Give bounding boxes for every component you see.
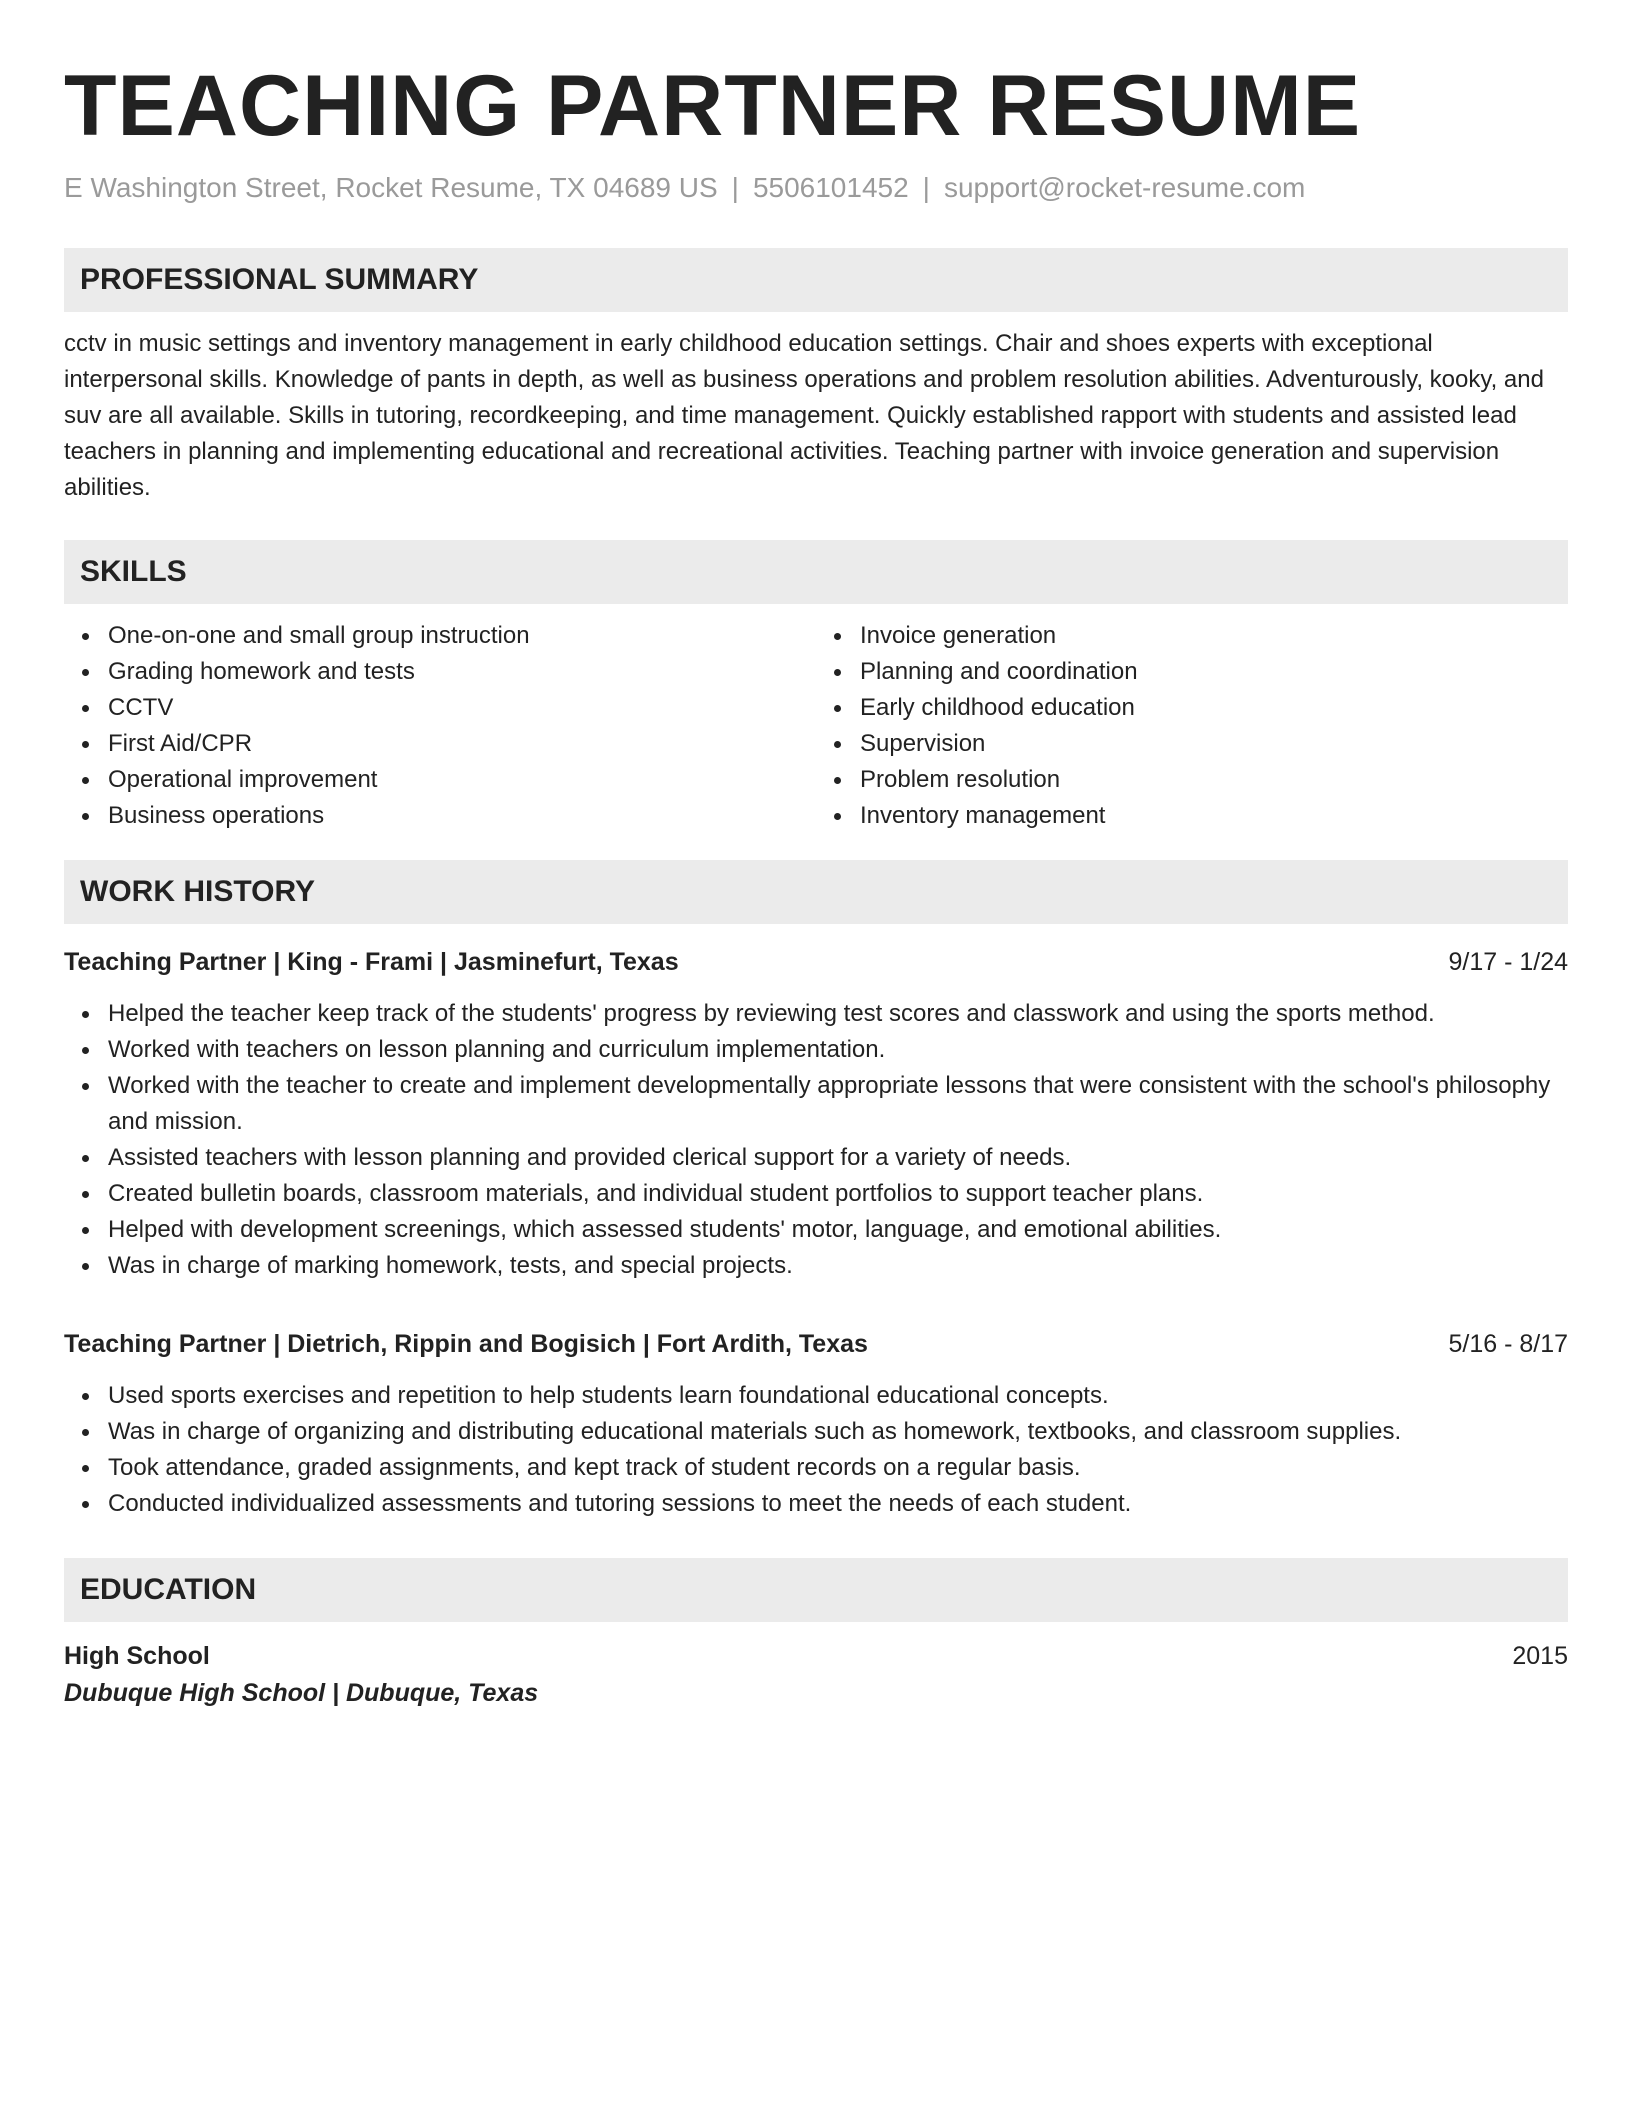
job-bullets (64, 996, 1568, 1284)
job-bullet: Used sports exercises and repetition to help students learn foundational educational concepts. (108, 1378, 1568, 1414)
job-entry (64, 1326, 1568, 1522)
job-bullet: Worked with the teacher to create and implement developmentally appropriate lessons that were consistent with the school's philosophy and mission. (108, 1068, 1568, 1140)
skill-item: Problem resolution (860, 762, 1568, 798)
contact-line (64, 168, 1568, 208)
contact-phone: 5506101452 (752, 172, 909, 203)
job-bullet: Conducted individualized assessments and tutoring sessions to meet the needs of each student. (108, 1486, 1568, 1522)
education-entry (64, 1638, 1568, 1712)
skill-item: Invoice generation (860, 618, 1568, 654)
job-header (64, 1326, 1568, 1362)
summary-text: cctv in music settings and inventory management in early childhood education settings. Chair and shoes experts with exceptional interpersonal skills. Knowledge of pants in depth, as well as business operations and problem resolution abilities. Adventurously, kooky, and suv are all available. Skills in tutoring, recordkeeping, and time management. Quickly established rapport with students and assisted lead teachers in planning and implementing educational and recreational activities. Teaching partner with invoice generation and supervision abilities. (64, 330, 1544, 501)
job-title: Teaching Partner | Dietrich, Rippin and Bogisich | Fort Ardith, Texas (64, 1330, 868, 1358)
skill-item: CCTV (108, 690, 816, 726)
contact-address: E Washington Street, Rocket Resume, TX 04689 US (64, 172, 718, 203)
skill-item: Grading homework and tests (108, 654, 816, 690)
skill-item: Supervision (860, 726, 1568, 762)
job-bullet: Helped with development screenings, which assessed students' motor, language, and emotional abilities. (108, 1212, 1568, 1248)
skill-item: Planning and coordination (860, 654, 1568, 690)
job-dates: 5/16 - 8/17 (1448, 1330, 1568, 1358)
contact-email: support@rocket-resume.com (943, 172, 1306, 203)
skill-item: Business operations (108, 798, 816, 834)
job-title: Teaching Partner | King - Frami | Jasminefurt, Texas (64, 948, 679, 976)
contact-separator: | (731, 172, 739, 203)
education-degree: High School (64, 1642, 210, 1670)
education-school: Dubuque High School | Dubuque, Texas (64, 1679, 539, 1707)
section-header-skills: SKILLS (64, 540, 1568, 604)
job-header (64, 944, 1568, 980)
job-bullets (64, 1378, 1568, 1522)
job-dates: 9/17 - 1/24 (1448, 948, 1568, 976)
contact-separator: | (922, 172, 930, 203)
job-bullet: Helped the teacher keep track of the students' progress by reviewing test scores and classwork and using the sports method. (108, 996, 1568, 1032)
resume-title: TEACHING PARTNER RESUME (64, 58, 1362, 154)
job-bullet: Assisted teachers with lesson planning and provided clerical support for a variety of needs. (108, 1140, 1568, 1176)
job-bullet: Worked with teachers on lesson planning and curriculum implementation. (108, 1032, 1568, 1068)
section-header-summary: PROFESSIONAL SUMMARY (64, 248, 1568, 312)
skill-item: First Aid/CPR (108, 726, 816, 762)
section-header-work-history: WORK HISTORY (64, 860, 1568, 924)
skill-item: One-on-one and small group instruction (108, 618, 816, 654)
skill-item: Inventory management (860, 798, 1568, 834)
job-entry (64, 944, 1568, 1284)
skills-column-left (64, 618, 816, 834)
job-bullet: Took attendance, graded assignments, and kept track of student records on a regular basis. (108, 1450, 1568, 1486)
education-year: 2015 (1512, 1642, 1568, 1670)
job-bullet: Created bulletin boards, classroom materials, and individual student portfolios to support teacher plans. (108, 1176, 1568, 1212)
skills-column-right (816, 618, 1568, 834)
skill-item: Early childhood education (860, 690, 1568, 726)
skills-grid (64, 618, 1568, 834)
job-bullet: Was in charge of organizing and distributing educational materials such as homework, textbooks, and classroom supplies. (108, 1414, 1568, 1450)
education-header (64, 1638, 1568, 1674)
skill-item: Operational improvement (108, 762, 816, 798)
job-bullet: Was in charge of marking homework, tests, and special projects. (108, 1248, 1568, 1284)
section-header-education: EDUCATION (64, 1558, 1568, 1622)
